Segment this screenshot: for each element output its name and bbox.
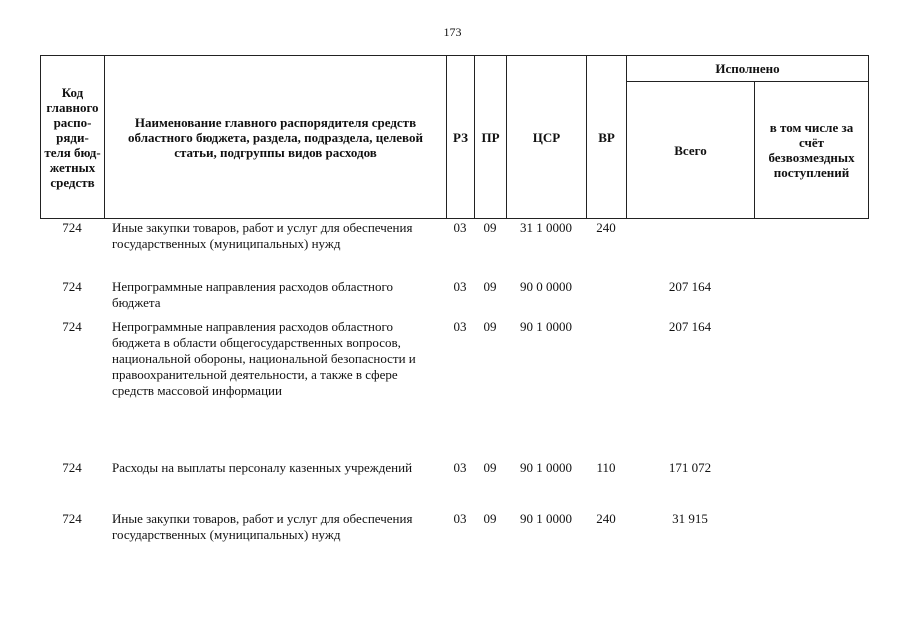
cell-name: Расходы на выплаты персоналу казенных учреждений (112, 460, 413, 475)
cell-csr: 31 1 0000 (520, 220, 572, 235)
cell-code: 724 (62, 319, 82, 334)
cell-pr: 09 (483, 319, 497, 334)
cell-total: 171 072 (668, 460, 712, 475)
cell-total: 31 915 (672, 511, 708, 526)
cell-rz: 03 (453, 460, 467, 475)
cell-csr: 90 1 0000 (520, 319, 572, 334)
cell-rz: 03 (453, 279, 467, 294)
cell-code: 724 (62, 460, 82, 475)
header-pr: ПР (475, 56, 507, 219)
table-header (40, 55, 869, 219)
cell-vr: 110 (596, 460, 616, 475)
cell-csr: 90 1 0000 (520, 460, 572, 475)
cell-pr: 09 (483, 460, 497, 475)
header-csr: ЦСР (507, 56, 587, 219)
cell-rz: 03 (453, 511, 467, 526)
cell-pr: 09 (483, 220, 497, 235)
header-name: Наименование главного распорядителя средств областного бюджета, раздела, подраздела, целевой статьи, подгруппы видов расходов (105, 56, 447, 219)
cell-csr: 90 0 0000 (520, 279, 572, 294)
cell-total: 207 164 (668, 319, 712, 334)
page-number: 173 (443, 25, 462, 39)
header-vr: ВР (587, 56, 627, 219)
cell-pr: 09 (483, 279, 497, 294)
header-executed: Исполнено (627, 56, 869, 82)
cell-rz: 03 (453, 319, 467, 334)
cell-name: Непрограммные направления расходов областного бюджета (112, 279, 393, 310)
header-free: в том числе за счёт безвозмездных поступлений (755, 82, 869, 219)
header-rz: РЗ (447, 56, 475, 219)
cell-rz: 03 (453, 220, 467, 235)
header-code: Код главного распо-ряди-теля бюд-жетных средств (41, 56, 105, 219)
header-total: Всего (627, 82, 755, 219)
cell-code: 724 (62, 220, 82, 235)
cell-total: 207 164 (668, 279, 712, 294)
cell-vr: 240 (596, 220, 616, 235)
cell-csr: 90 1 0000 (520, 511, 572, 526)
cell-name: Иные закупки товаров, работ и услуг для обеспечения государственных (муниципальных) нужд (112, 511, 413, 542)
cell-name: Иные закупки товаров, работ и услуг для обеспечения государственных (муниципальных) нужд (112, 220, 413, 251)
cell-vr: 240 (596, 511, 616, 526)
cell-pr: 09 (483, 511, 497, 526)
cell-code: 724 (62, 279, 82, 294)
cell-name: Непрограммные направления расходов областного бюджета в области общегосударственных вопросов, национальной обороны, национальной безопасности и правоохранительной деятельности, а также в сфере средств массовой информации (112, 319, 416, 398)
cell-code: 724 (62, 511, 82, 526)
